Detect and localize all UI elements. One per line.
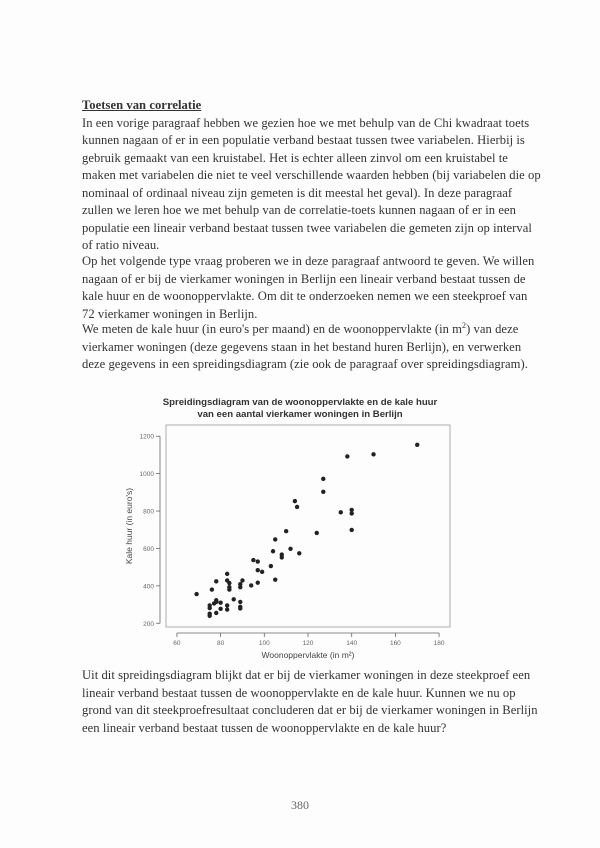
- data-points: [194, 443, 419, 618]
- paragraph-question: Op het volgende type vraag proberen we in deze paragraaf antwoord te geven. We willen nagaan of er bij de vierkamer woningen in Berlijn een lineair verband bestaat tussen de kale huur en de woonoppervlakte. Om dit te onderzoeken nemen we een steekproef van 72 vierkamer woningen in Berlijn.: [82, 254, 535, 321]
- data-point: [238, 606, 242, 610]
- x-tick-label: 120: [302, 640, 314, 647]
- paragraph-method: [82, 321, 542, 374]
- data-point: [297, 551, 301, 555]
- data-point: [238, 585, 242, 589]
- data-point: [339, 510, 343, 514]
- section-heading: Toetsen van correlatie: [82, 98, 202, 112]
- paragraph-method-text-a: We meten de kale huur (in euro's per maand) en de woonoppervlakte (in m: [82, 322, 463, 336]
- x-axis: [173, 633, 445, 647]
- data-point: [280, 555, 284, 559]
- y-tick-label: 1200: [139, 433, 154, 441]
- scatter-plot-svg: [120, 393, 480, 665]
- y-tick-label: 800: [143, 508, 154, 516]
- data-point: [218, 600, 222, 604]
- data-point: [210, 587, 214, 591]
- data-point: [349, 528, 353, 532]
- data-point: [251, 558, 255, 562]
- data-point: [293, 499, 297, 503]
- data-point: [218, 607, 222, 611]
- page-number: 380: [291, 798, 309, 812]
- data-point: [227, 581, 231, 585]
- intro-section: [82, 97, 542, 255]
- data-point: [295, 505, 299, 509]
- data-point: [288, 547, 292, 551]
- plot-frame: [166, 425, 450, 627]
- y-axis-label: Kale huur (in euro's): [124, 487, 134, 565]
- x-tick-label: 80: [216, 640, 225, 647]
- data-point: [225, 572, 229, 576]
- data-point: [225, 603, 229, 607]
- data-point: [212, 601, 216, 605]
- data-point: [321, 477, 325, 481]
- paragraph-conclusion: Uit dit spreidingsdiagram blijkt dat er bij de vierkamer woningen in deze steekproef een lineair verband bestaat tussen de woonoppervlakte en de kale huur. Kunnen we nu op grond van dit steekproefresultaat concluderen dat er bij de vierkamer woningen in Berlijn een lineair verband bestaat tussen de woonoppervlakte en de kale huur?: [82, 668, 538, 735]
- superscript-2: 2: [462, 320, 467, 330]
- x-tick-label: 100: [258, 640, 270, 647]
- data-point: [371, 452, 375, 456]
- data-point: [273, 537, 277, 541]
- x-tick-label: 160: [389, 640, 401, 647]
- chart-subtitle: van een aantal vierkamer woningen in Berlijn: [197, 409, 403, 420]
- chart-title: Spreidingsdiagram van de woonoppervlakte en de kale huur: [162, 397, 438, 408]
- data-point: [256, 568, 260, 572]
- x-tick-label: 140: [346, 640, 358, 647]
- y-tick-label: 600: [143, 545, 154, 553]
- paragraph-method-text-b: ) van deze vierkamer woningen (deze gegevens staan in het bestand huren Berlijn), en verwerken deze gegevens in een spreidingsdiagram (zie ook de paragraaf over spreidingsdiagram).: [82, 322, 528, 371]
- x-axis-label: Woonoppervlakte (in m²): [261, 650, 355, 660]
- data-point: [256, 559, 260, 563]
- data-point: [227, 587, 231, 591]
- data-point: [271, 549, 275, 553]
- y-tick-label: 1000: [139, 471, 154, 479]
- data-point: [238, 600, 242, 604]
- data-point: [349, 511, 353, 515]
- data-point: [232, 597, 236, 601]
- data-point: [345, 454, 349, 458]
- data-point: [207, 606, 211, 610]
- y-axis: [140, 434, 160, 628]
- x-tick-label: 180: [433, 640, 445, 647]
- data-point: [269, 564, 273, 568]
- data-point: [214, 579, 218, 583]
- paragraph-intro: In een vorige paragraaf hebben we gezien hoe we met behulp van de Chi kwadraat toets kunnen nagaan of er in een populatie verband bestaat tussen twee variabelen. Hierbij is gebruik gemaakt van een kruistabel. Het is echter alleen zinvol om een kruistabel te maken met variabelen die niet te veel verschillende waarden hebben (bij variabelen die op nominaal of ordinaal niveau zijn gemeten is dit meestal het geval). In deze paragraaf zullen we leren hoe we met behulp van de correlatie-toets kunnen nagaan of er in een populatie een lineair verband bestaat tussen twee variabelen die gemeten zijn op interval of ratio niveau.: [82, 115, 541, 252]
- y-tick-label: 400: [143, 583, 154, 591]
- data-point: [214, 611, 218, 615]
- data-point: [207, 614, 211, 618]
- data-point: [256, 580, 260, 584]
- data-point: [273, 577, 277, 581]
- x-tick-label: 60: [173, 640, 181, 647]
- data-point: [315, 531, 319, 535]
- y-tick-label: 200: [143, 620, 154, 628]
- data-point: [249, 583, 253, 587]
- data-point: [260, 570, 264, 574]
- data-point: [321, 490, 325, 494]
- data-point: [194, 592, 198, 596]
- data-point: [415, 443, 419, 447]
- data-point: [240, 578, 244, 582]
- scatter-chart: [120, 393, 480, 665]
- data-point: [284, 529, 288, 533]
- data-point: [225, 607, 229, 611]
